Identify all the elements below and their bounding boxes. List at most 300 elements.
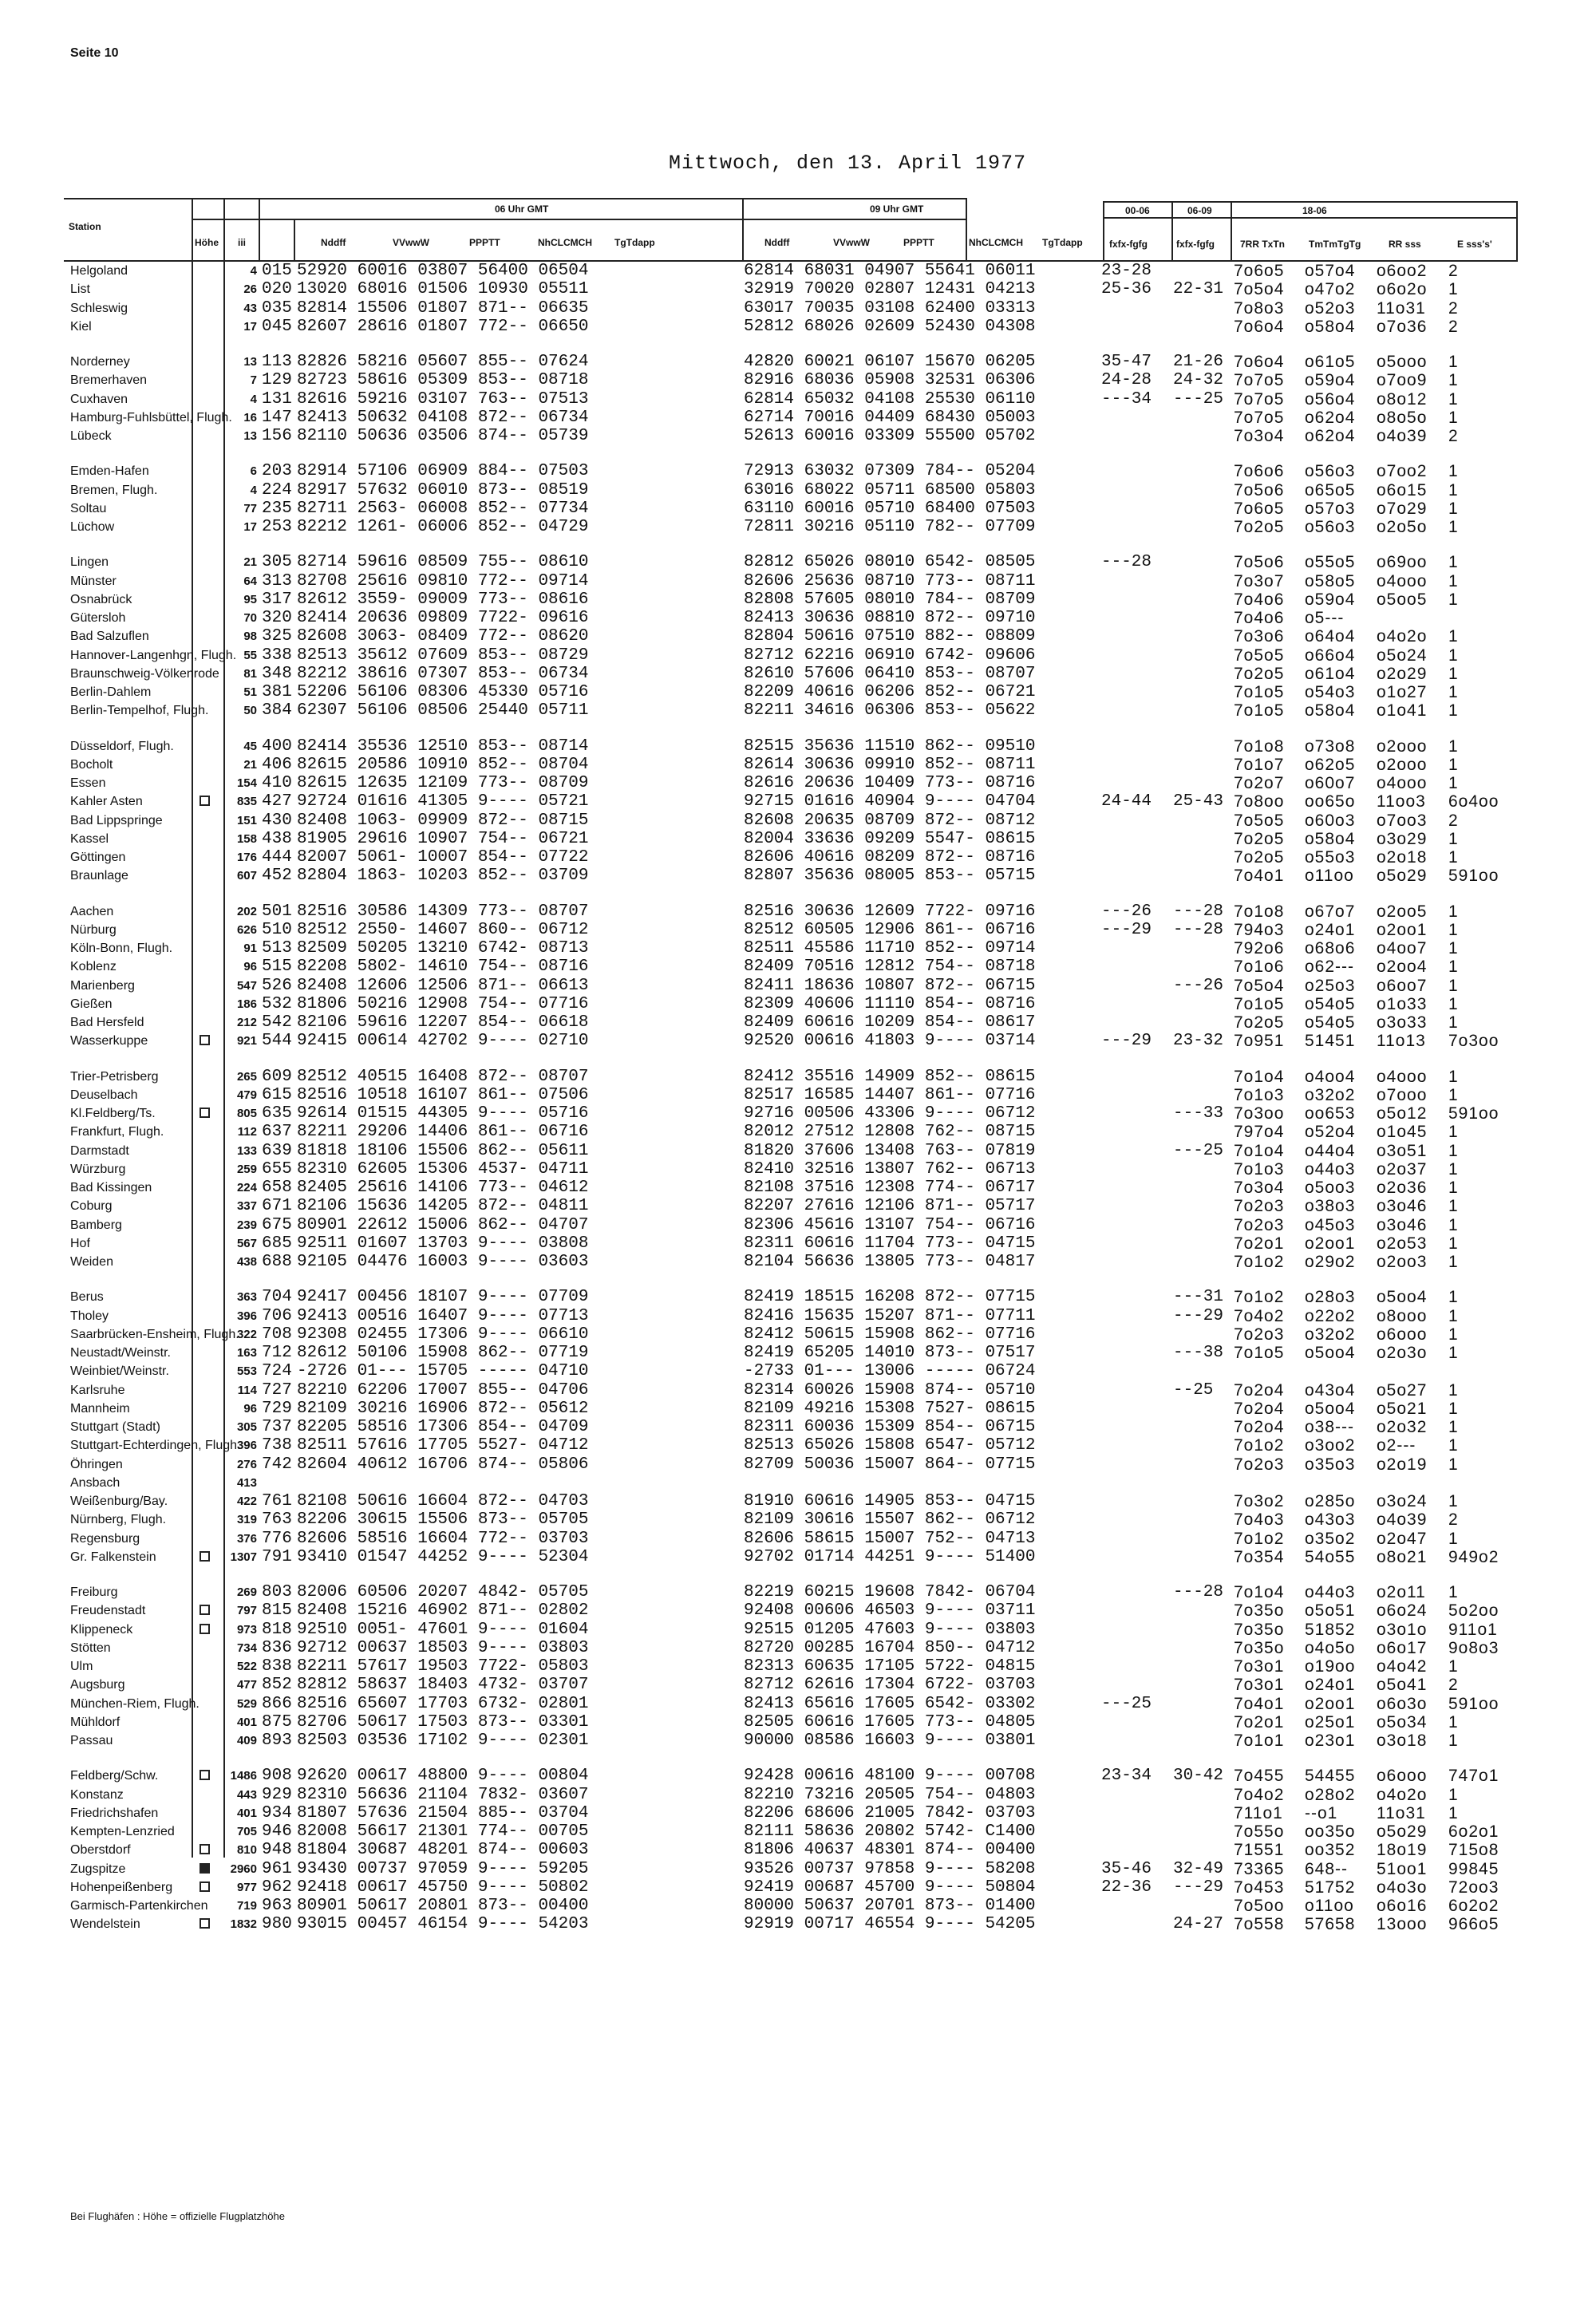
obs-09-gmt: 82614 30636 09910 852-- 08711	[744, 755, 1036, 774]
station-name: Gr. Falkenstein	[70, 1550, 156, 1564]
gust-0609: ---25	[1173, 389, 1224, 409]
tmin-group: oo35o	[1305, 1822, 1356, 1841]
temp-group: 7o5oo	[1234, 1897, 1285, 1915]
temp-group: 7o2o4	[1234, 1380, 1285, 1400]
snow-group: 1	[1448, 553, 1459, 572]
station-name: Mühldorf	[70, 1715, 120, 1729]
snow-group: 9o8o3	[1448, 1638, 1499, 1657]
rr-group: 11o31	[1377, 1803, 1426, 1822]
obs-09-gmt: 82606 40616 08209 872-- 08716	[744, 848, 1036, 867]
obs-06-gmt: 81818 18106 15506 862-- 05611	[297, 1141, 589, 1160]
tmin-group: o47o2	[1305, 280, 1356, 299]
rr-group: o2o18	[1377, 848, 1428, 867]
temp-group: 7o4o6	[1234, 609, 1285, 627]
station-index: 708	[262, 1325, 292, 1344]
obs-09-gmt: 82419 65205 14010 873-- 07517	[744, 1344, 1036, 1362]
station-name: Bad Salzuflen	[70, 630, 149, 644]
station-name: Stuttgart (Stadt)	[70, 1420, 160, 1434]
station-name: Hohenpeißenberg	[70, 1880, 173, 1894]
tmin-group: o58o4	[1305, 701, 1356, 721]
obs-06-gmt: 82503 03536 17102 9---- 02301	[297, 1731, 589, 1750]
obs-06-gmt: 82211 57617 19503 7722- 05803	[297, 1657, 589, 1676]
obs-06-gmt: 82606 58516 16604 772-- 03703	[297, 1529, 589, 1548]
station-height: 4	[250, 392, 257, 406]
obs-09-gmt: 82004 33636 09209 5547- 08615	[744, 829, 1036, 848]
obs-06-gmt: 81807 57636 21504 885-- 03704	[297, 1803, 589, 1822]
table-row	[64, 867, 1516, 885]
temp-group: 7o3o1	[1234, 1676, 1285, 1695]
obs-06-gmt: 82212 1261- 06006 852-- 04729	[297, 518, 589, 536]
table-row	[64, 1307, 1516, 1325]
obs-09-gmt: 82209 40616 06206 852-- 06721	[744, 683, 1036, 701]
station-name: Freiburg	[70, 1585, 118, 1599]
station-index: 639	[262, 1141, 292, 1160]
tmin-group: o2oo1	[1305, 1694, 1356, 1713]
rr-group: o5o12	[1377, 1104, 1428, 1123]
station-name: Frankfurt, Flugh.	[70, 1125, 164, 1139]
snow-group: 1	[1448, 1067, 1459, 1086]
snow-group: 1	[1448, 1253, 1459, 1271]
station-name: Bad Hersfeld	[70, 1016, 144, 1029]
temp-group: 7o2o5	[1234, 518, 1285, 536]
snow-group: 1	[1448, 408, 1459, 427]
snow-group: 1	[1448, 1529, 1459, 1548]
obs-09-gmt: 82311 60036 15309 854-- 06715	[744, 1418, 1036, 1436]
obs-09-gmt: 82207 27616 12106 871-- 05717	[744, 1197, 1036, 1216]
snow-group: 1	[1448, 462, 1459, 481]
snow-group: 966o5	[1448, 1915, 1499, 1934]
station-height: 112	[237, 1125, 257, 1139]
obs-09-gmt: 81820 37606 13408 763-- 07819	[744, 1141, 1036, 1160]
gust-0609: 23-32	[1173, 1032, 1224, 1051]
obs-09-gmt: 62814 65032 04108 25530 06110	[744, 389, 1036, 409]
station-index: 615	[262, 1085, 292, 1104]
station-index: 235	[262, 499, 292, 518]
station-index: 875	[262, 1712, 292, 1731]
tmin-group: 51852	[1305, 1620, 1356, 1639]
obs-06-gmt: 82804 1863- 10203 852-- 03709	[297, 867, 589, 886]
obs-06-gmt: 93430 00737 97059 9---- 59205	[297, 1859, 589, 1878]
tmin-group: 51451	[1305, 1032, 1356, 1051]
page-number: Seite 10	[70, 46, 119, 60]
rr-group: o6oo2	[1377, 262, 1428, 280]
obs-09-gmt: 82712 62216 06910 6742- 09606	[744, 646, 1036, 665]
gust-0006: 25-36	[1101, 280, 1152, 299]
station-name: Feldberg/Schw.	[70, 1769, 159, 1783]
table-row	[64, 792, 1516, 811]
snow-group: 6o2o1	[1448, 1822, 1499, 1841]
rr-group: o7o29	[1377, 499, 1428, 518]
obs-09-gmt: 82610 57606 06410 853-- 08707	[744, 664, 1036, 683]
header-tgtd-06: TgTdapp	[614, 237, 655, 248]
snow-group: 2	[1448, 298, 1459, 318]
table-row	[64, 1860, 1516, 1878]
header-09-gmt: 09 Uhr GMT	[870, 203, 924, 215]
station-index: 338	[262, 646, 292, 665]
obs-06-gmt: 92308 02455 17306 9---- 06610	[297, 1325, 589, 1344]
header-iii: iii	[238, 237, 247, 248]
gust-0609: 25-43	[1173, 792, 1224, 811]
temp-group: 7o5o6	[1234, 480, 1285, 499]
snow-group: 1	[1448, 518, 1459, 536]
rr-group: o2oo5	[1377, 902, 1428, 921]
obs-06-gmt: 92510 0051- 47601 9---- 01604	[297, 1620, 589, 1639]
obs-06-gmt: 93410 01547 44252 9---- 52304	[297, 1547, 589, 1566]
station-name: Hamburg-Fuhlsbüttel, Flugh.	[70, 410, 232, 424]
table-row	[64, 1915, 1516, 1933]
gust-0609: ---25	[1173, 1141, 1224, 1160]
header-rr-sss: RR sss	[1389, 239, 1421, 250]
station-name: Oberstdorf	[70, 1843, 131, 1858]
tmin-group: o57o3	[1305, 499, 1356, 518]
station-name: Nürnberg, Flugh.	[70, 1513, 167, 1527]
station-height: 16	[243, 410, 257, 424]
table-row	[64, 683, 1516, 701]
rr-group: 51oo1	[1377, 1859, 1428, 1878]
table-row	[64, 977, 1516, 995]
temp-group: 73365	[1234, 1859, 1285, 1878]
rr-group: o5oo4	[1377, 1288, 1428, 1307]
station-name: Norderney	[70, 355, 130, 369]
temp-group: 7o3o4	[1234, 427, 1285, 445]
obs-09-gmt: 92515 01205 47603 9---- 03803	[744, 1620, 1036, 1639]
snow-group: 2	[1448, 317, 1459, 336]
station-height: 259	[236, 1162, 257, 1176]
snow-group: 1	[1448, 1179, 1459, 1197]
snow-group: 1	[1448, 1492, 1459, 1510]
temp-group: 7o1o5	[1234, 683, 1285, 701]
obs-06-gmt: 93015 00457 46154 9---- 54203	[297, 1915, 589, 1934]
obs-06-gmt: 82208 5802- 14610 754-- 08716	[297, 958, 589, 977]
footnote: Bei Flughäfen : Höhe = offizielle Flugplatzhöhe	[70, 2210, 285, 2222]
snow-group: 591oo	[1448, 1694, 1499, 1713]
rr-group: o2o29	[1377, 664, 1428, 683]
temp-group: 7o3o2	[1234, 1492, 1285, 1510]
tmin-group: o5oo4	[1305, 1399, 1356, 1418]
rr-group: o69oo	[1377, 553, 1428, 572]
snow-group: 2	[1448, 1510, 1459, 1530]
obs-06-gmt: 82706 50617 17503 873-- 03301	[297, 1712, 589, 1731]
tmin-group: oo653	[1305, 1104, 1356, 1123]
station-name: Darmstadt	[70, 1143, 129, 1158]
temp-group: 7o2o4	[1234, 1418, 1285, 1436]
snow-group: 1	[1448, 389, 1459, 409]
header-nh-09: NhCLCMCH	[969, 237, 1023, 248]
station-height: 43	[243, 301, 257, 315]
obs-09-gmt: 92715 01616 40904 9---- 04704	[744, 792, 1036, 811]
station-height: 163	[236, 1346, 257, 1360]
open-square-icon	[200, 796, 210, 806]
rr-group: 11o13	[1377, 1032, 1426, 1051]
station-name: Berus	[70, 1290, 104, 1305]
tmin-group: o23o1	[1305, 1731, 1356, 1750]
tmin-group: o32o2	[1305, 1325, 1356, 1344]
table-row	[64, 280, 1516, 298]
station-name: Konstanz	[70, 1787, 124, 1802]
temp-group: 7o2o5	[1234, 664, 1285, 683]
table-row	[64, 590, 1516, 609]
open-square-icon	[200, 1770, 210, 1780]
gust-0006: ---34	[1101, 389, 1152, 409]
obs-06-gmt: 92413 00516 16407 9---- 07713	[297, 1306, 589, 1325]
temp-group: 7o4o1	[1234, 1694, 1285, 1713]
gust-0006: ---29	[1101, 920, 1152, 939]
obs-09-gmt: 82606 58615 15007 752-- 04713	[744, 1529, 1036, 1548]
temp-group: 7o2o1	[1234, 1712, 1285, 1731]
obs-06-gmt: 82408 1063- 09909 872-- 08715	[297, 811, 589, 830]
rr-group: o1o45	[1377, 1123, 1428, 1142]
station-name: Öhringen	[70, 1457, 123, 1471]
table-row	[64, 1455, 1516, 1474]
header-station: Station	[69, 221, 101, 232]
station-index: 727	[262, 1380, 292, 1400]
station-index: 430	[262, 811, 292, 830]
snow-group: 1	[1448, 1418, 1459, 1436]
obs-06-gmt: 82007 5061- 10007 854-- 07722	[297, 848, 589, 867]
station-height: 409	[236, 1734, 257, 1747]
open-square-icon	[200, 1605, 210, 1615]
station-height: 276	[236, 1457, 257, 1471]
station-index: 400	[262, 736, 292, 756]
obs-06-gmt: 92712 00637 18503 9---- 03803	[297, 1638, 589, 1657]
obs-06-gmt: 82723 58616 05309 853-- 08718	[297, 371, 589, 390]
rr-group: o5o41	[1377, 1676, 1428, 1695]
obs-06-gmt: 82408 12606 12506 871-- 06613	[297, 976, 589, 995]
temp-group: 7o951	[1234, 1032, 1285, 1051]
station-height: 719	[236, 1899, 257, 1913]
temp-group: 7o6o4	[1234, 353, 1285, 371]
station-name: Deuselbach	[70, 1088, 138, 1102]
station-index: 532	[262, 994, 292, 1013]
temp-group: 7o8o3	[1234, 298, 1285, 318]
obs-06-gmt: 82612 3559- 09009 773-- 08616	[297, 590, 589, 609]
station-height: 835	[236, 795, 257, 809]
station-height: 91	[243, 942, 257, 955]
station-name: Mannheim	[70, 1401, 130, 1416]
rr-group: o5o29	[1377, 1822, 1428, 1841]
tmin-group: 54455	[1305, 1767, 1356, 1786]
snow-group: 1	[1448, 958, 1459, 977]
station-name: Tholey	[70, 1309, 109, 1323]
obs-06-gmt: 82408 15216 46902 871-- 02802	[297, 1601, 589, 1621]
header-hoehe: Höhe	[195, 237, 219, 248]
obs-06-gmt: 82708 25616 09810 772-- 09714	[297, 571, 589, 590]
snow-group: 1	[1448, 774, 1459, 792]
tmin-group: o62---	[1305, 958, 1355, 977]
station-height: 553	[236, 1364, 257, 1379]
snow-group: 1	[1448, 1399, 1459, 1418]
obs-09-gmt: 82111 58636 20802 5742- C1400	[744, 1822, 1036, 1841]
rr-group: o2---	[1377, 1436, 1416, 1455]
gust-0609: ---38	[1173, 1344, 1224, 1362]
station-height: 438	[236, 1255, 257, 1269]
table-row	[64, 1601, 1516, 1620]
station-index: 836	[262, 1638, 292, 1657]
obs-06-gmt: 80901 50617 20801 873-- 00400	[297, 1897, 589, 1915]
snow-group: 747o1	[1448, 1767, 1499, 1786]
table-row	[64, 1400, 1516, 1418]
station-name: Osnabrück	[70, 592, 132, 606]
temp-group: 7o4o1	[1234, 867, 1285, 886]
station-name: Helgoland	[70, 264, 128, 278]
station-name: Friedrichshafen	[70, 1806, 159, 1820]
obs-06-gmt: 92105 04476 16003 9---- 03603	[297, 1253, 589, 1271]
obs-09-gmt: 82012 27512 12808 762-- 08715	[744, 1123, 1036, 1142]
obs-09-gmt: 82804 50616 07510 882-- 08809	[744, 627, 1036, 646]
station-name: Hof	[70, 1236, 90, 1250]
table-row	[64, 1510, 1516, 1529]
obs-09-gmt: 92428 00616 48100 9---- 00708	[744, 1767, 1036, 1786]
filled-square-icon	[200, 1863, 210, 1874]
rr-group: o4ooo	[1377, 1067, 1428, 1086]
rr-group: o5ooo	[1377, 353, 1428, 371]
rr-group: o3o51	[1377, 1141, 1428, 1160]
tmin-group: o58o4	[1305, 317, 1356, 336]
station-height: 51	[243, 685, 257, 699]
station-name: Garmisch-Partenkirchen	[70, 1899, 208, 1913]
tmin-group: o5oo4	[1305, 1344, 1356, 1362]
tmin-group: o35o2	[1305, 1529, 1356, 1548]
rr-group: o8ooo	[1377, 1306, 1428, 1325]
tmin-group: 57658	[1305, 1915, 1356, 1934]
station-index: 961	[262, 1859, 292, 1878]
station-index: 803	[262, 1583, 292, 1601]
temp-group: 7o1o5	[1234, 1344, 1285, 1362]
station-index: 704	[262, 1288, 292, 1307]
table-row	[64, 1032, 1516, 1050]
table-row	[64, 1362, 1516, 1380]
obs-09-gmt: 82517 16585 14407 861-- 07716	[744, 1085, 1036, 1104]
table-row	[64, 701, 1516, 720]
station-height: 26	[243, 282, 257, 297]
gust-0006: 35-47	[1101, 353, 1152, 371]
obs-06-gmt: 82607 28616 01807 772-- 06650	[297, 317, 589, 336]
temp-group: 7o5o5	[1234, 811, 1285, 830]
table-row	[64, 390, 1516, 409]
snow-group: 1	[1448, 1325, 1459, 1344]
station-height: 977	[236, 1880, 257, 1894]
temp-group: 7o1o8	[1234, 736, 1285, 756]
snow-group: 1	[1448, 1344, 1459, 1362]
station-group	[64, 1767, 1516, 1933]
station-index: 384	[262, 701, 292, 721]
obs-09-gmt: -2733 01--- 13006 ----- 06724	[744, 1362, 1036, 1381]
obs-09-gmt: 82812 65026 08010 6542- 08505	[744, 553, 1036, 572]
tmin-group: o61o4	[1305, 664, 1356, 683]
tmin-group: o55o3	[1305, 848, 1356, 867]
station-index: 224	[262, 480, 292, 499]
table-row	[64, 518, 1516, 536]
temp-group: 7o5o4	[1234, 976, 1285, 995]
station-index: 020	[262, 280, 292, 299]
tmin-group: o60o7	[1305, 774, 1356, 792]
snow-group: 1	[1448, 920, 1459, 939]
station-height: 337	[236, 1199, 257, 1214]
station-height: 4	[250, 264, 257, 278]
table-row	[64, 939, 1516, 958]
gust-0609: ---31	[1173, 1288, 1224, 1307]
rr-group: o3o1o	[1377, 1620, 1428, 1639]
station-name: Stuttgart-Echterdingen, Flugh.	[70, 1439, 241, 1453]
station-height: 7	[250, 373, 257, 388]
tmin-group: o52o3	[1305, 298, 1356, 318]
snow-group: 1	[1448, 1234, 1459, 1253]
tmin-group: o43o3	[1305, 1510, 1356, 1530]
station-height: 4	[250, 483, 257, 497]
header-period-0006: 00-06	[1125, 205, 1150, 216]
tmin-group: o22o2	[1305, 1306, 1356, 1325]
tmin-group: o28o3	[1305, 1288, 1356, 1307]
table-header	[64, 198, 1516, 262]
table-row	[64, 1713, 1516, 1731]
snow-group: 1	[1448, 1159, 1459, 1179]
snow-group: 99845	[1448, 1859, 1499, 1878]
gust-0006: 24-44	[1101, 792, 1152, 811]
tmin-group: o62o5	[1305, 755, 1356, 774]
table-row	[64, 646, 1516, 665]
snow-group: 1	[1448, 848, 1459, 867]
station-name: Soltau	[70, 501, 107, 515]
obs-09-gmt: 82516 30636 12609 7722- 09716	[744, 902, 1036, 921]
station-height: 322	[236, 1327, 257, 1341]
tmin-group: o54o5	[1305, 994, 1356, 1013]
tmin-group: o62o4	[1305, 427, 1356, 445]
obs-06-gmt: 82914 57106 06909 884-- 07503	[297, 462, 589, 481]
table-row	[64, 1179, 1516, 1197]
table-row	[64, 774, 1516, 792]
station-index: 675	[262, 1215, 292, 1234]
snow-group: 6o4oo	[1448, 792, 1499, 811]
station-index: 045	[262, 317, 292, 336]
station-height: 973	[236, 1622, 257, 1637]
rr-group: o2o36	[1377, 1179, 1428, 1197]
obs-06-gmt: 82826 58216 05607 855-- 07624	[297, 353, 589, 371]
tmin-group: o29o2	[1305, 1253, 1356, 1271]
station-index: 526	[262, 976, 292, 995]
obs-06-gmt: 62307 56106 08506 25440 05711	[297, 701, 589, 721]
station-name: Braunlage	[70, 869, 128, 883]
snow-group: 72oo3	[1448, 1878, 1499, 1897]
rr-group: o4oo7	[1377, 939, 1428, 958]
temp-group: 7o35o	[1234, 1638, 1285, 1657]
rr-group: o6o17	[1377, 1638, 1428, 1657]
obs-06-gmt: 82413 50632 04108 872-- 06734	[297, 408, 589, 427]
temp-group: 794o3	[1234, 920, 1285, 939]
rr-group: o2oo4	[1377, 958, 1428, 977]
temp-group: 7o1o7	[1234, 755, 1285, 774]
rr-group: o2o37	[1377, 1159, 1428, 1179]
temp-group: 7o1o3	[1234, 1085, 1285, 1104]
temp-group: 7o4o2	[1234, 1785, 1285, 1804]
tmin-group: 51752	[1305, 1878, 1356, 1897]
obs-06-gmt: 81905 29616 10907 754-- 06721	[297, 829, 589, 848]
temp-group: 7o2o5	[1234, 1013, 1285, 1032]
snow-group: 1	[1448, 571, 1459, 590]
station-name: Düsseldorf, Flugh.	[70, 739, 174, 753]
rr-group: o4o2o	[1377, 627, 1428, 646]
station-index: 729	[262, 1399, 292, 1418]
station-height: 805	[236, 1107, 257, 1120]
gust-0006: ---25	[1101, 1694, 1152, 1713]
tmin-group: o19oo	[1305, 1657, 1356, 1676]
obs-09-gmt: 63016 68022 05711 68500 05803	[744, 480, 1036, 499]
header-06-gmt: 06 Uhr GMT	[495, 203, 549, 215]
obs-06-gmt: 82711 2563- 06008 852-- 07734	[297, 499, 589, 518]
rr-group: o3o33	[1377, 1013, 1428, 1032]
station-index: 791	[262, 1547, 292, 1566]
station-index: 501	[262, 902, 292, 921]
station-name: Weißenburg/Bay.	[70, 1495, 168, 1508]
